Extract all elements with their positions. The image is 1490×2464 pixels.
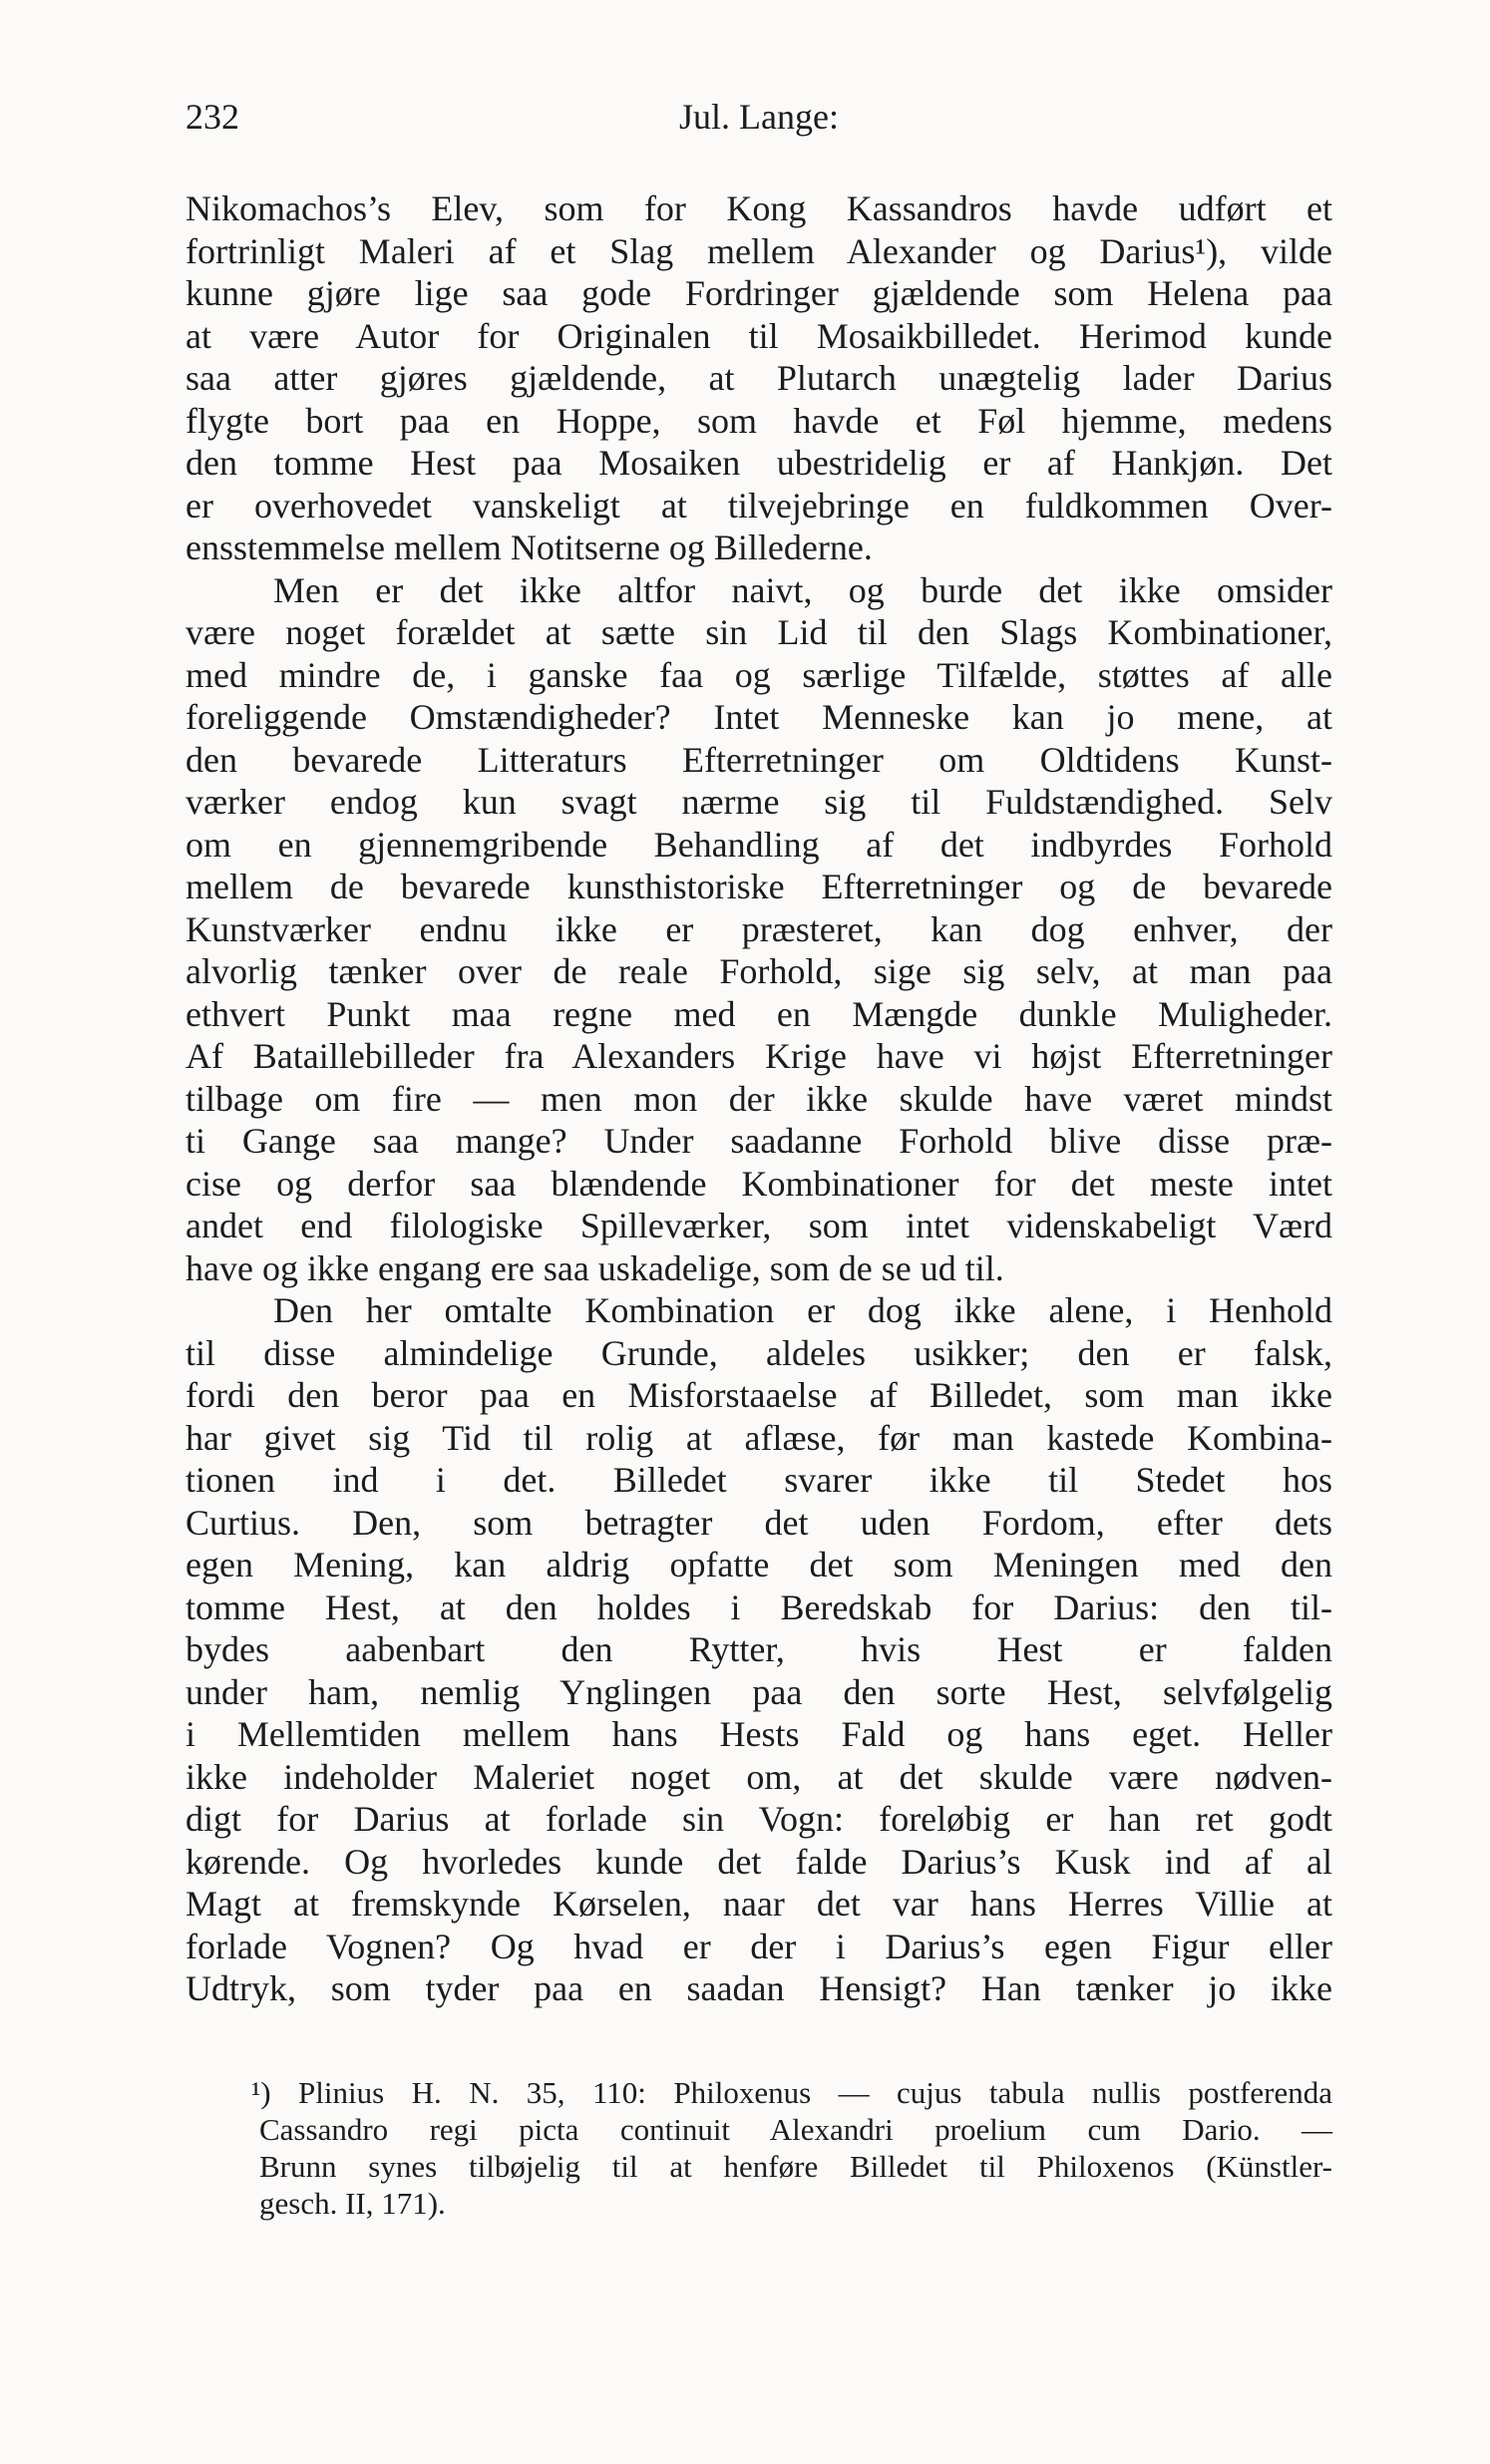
- footnotes: [186, 2074, 1332, 2222]
- text-line: i Mellemtiden mellem hans Hests Fald og hans eget. Heller: [186, 1714, 1332, 1754]
- text-line: Curtius. Den, som betragter det uden Fordom, efter dets: [186, 1502, 1332, 1543]
- text-line: Kunstværker endnu ikke er præsteret, kan dog enhver, der: [186, 908, 1332, 949]
- text-line: foreliggende Omstændigheder? Intet Menneske kan jo mene, at: [186, 697, 1332, 737]
- text-line: andet end filologiske Spilleværker, som intet videnskabeligt Værd: [186, 1206, 1332, 1245]
- footnote-line: ¹) Plinius H. N. 35, 110: Philoxenus — cujus tabula nullis postferenda: [251, 2075, 1332, 2110]
- page-number: 232: [186, 97, 239, 137]
- text-line: tilbage om fire — men mon der ikke skulde have været mindst: [186, 1078, 1332, 1119]
- text-line: den tomme Hest paa Mosaiken ubestridelig er af Hankjøn. Det: [186, 443, 1332, 483]
- text-line: til disse almindelige Grunde, aldeles usikker; den er falsk,: [186, 1332, 1332, 1373]
- text-line: under ham, nemlig Ynglingen paa den sorte Hest, selvfølgelig: [186, 1671, 1332, 1712]
- text-line: er overhovedet vanskeligt at tilvejebringe en fuldkommen Over-: [186, 485, 1332, 526]
- text-line: cise og derfor saa blændende Kombinationer for det meste intet: [186, 1163, 1332, 1204]
- text-line: saa atter gjøres gjældende, at Plutarch unægtelig lader Darius: [186, 358, 1332, 398]
- text-line: tionen ind i det. Billedet svarer ikke til Stedet hos: [186, 1460, 1332, 1500]
- text-line: har givet sig Tid til rolig at aflæse, før man kastede Kombina-: [186, 1417, 1332, 1458]
- text-line: Den her omtalte Kombination er dog ikke alene, i Henhold: [273, 1290, 1332, 1330]
- text-line: Udtryk, som tyder paa en saadan Hensigt? Han tænker jo ikke: [186, 1968, 1332, 2008]
- text-line: den bevarede Litteraturs Efterretninger om Oldtidens Kunst-: [186, 739, 1332, 780]
- text-line: ethvert Punkt maa regne med en Mængde dunkle Muligheder.: [186, 993, 1332, 1034]
- text-line: om en gjennemgribende Behandling af det indbyrdes Forhold: [186, 824, 1332, 865]
- text-line: med mindre de, i ganske faa og særlige Tilfælde, støttes af alle: [186, 654, 1332, 695]
- text-line: at være Autor for Originalen til Mosaikbilledet. Herimod kunde: [186, 315, 1332, 356]
- text-line: digt for Darius at forlade sin Vogn: foreløbig er han ret godt: [186, 1799, 1332, 1839]
- footnote-line: Brunn synes tilbøjelig til at henføre Billedet til Philoxenos (Künstler-: [259, 2149, 1332, 2184]
- text-line: kørende. Og hvorledes kunde det falde Darius’s Kusk ind af al: [186, 1841, 1332, 1882]
- text-line: Af Bataillebilleder fra Alexanders Krige have vi højst Efterretninger: [186, 1036, 1332, 1076]
- footnote-line: gesch. II, 171).: [259, 2186, 446, 2221]
- text-line: alvorlig tænker over de reale Forhold, sige sig selv, at man paa: [186, 951, 1332, 991]
- text-line: Nikomachos’s Elev, som for Kong Kassandros havde udført et: [186, 188, 1332, 228]
- page-header: [186, 96, 1332, 152]
- text-line: kunne gjøre lige saa gode Fordringer gjældende som Helena paa: [186, 273, 1332, 313]
- text-line: fordi den beror paa en Misforstaaelse af Billedet, som man ikke: [186, 1375, 1332, 1415]
- text-line: forlade Vognen? Og hvad er der i Darius’s egen Figur eller: [186, 1926, 1332, 1966]
- text-line: ti Gange saa mange? Under saadanne Forhold blive disse præ-: [186, 1121, 1332, 1161]
- text-line: være noget forældet at sætte sin Lid til den Slags Kombinationer,: [186, 612, 1332, 652]
- text-line: have og ikke engang ere saa uskadelige, som de se ud til.: [186, 1247, 1004, 1288]
- footnote-line: Cassandro regi picta continuit Alexandri proelium cum Dario. —: [259, 2112, 1332, 2147]
- text-line: tomme Hest, at den holdes i Beredskab for Darius: den til-: [186, 1586, 1332, 1627]
- text-line: værker endog kun svagt nærme sig til Fuldstændighed. Selv: [186, 782, 1332, 822]
- text-line: fortrinligt Maleri af et Slag mellem Alexander og Darius¹), vilde: [186, 230, 1332, 271]
- text-line: Magt at fremskynde Kørselen, naar det var hans Herres Villie at: [186, 1884, 1332, 1924]
- text-line: flygte bort paa en Hoppe, som havde et Føl hjemme, medens: [186, 400, 1332, 441]
- body-text: [186, 187, 1332, 2010]
- text-line: ensstemmelse mellem Notitserne og Billederne.: [186, 528, 873, 567]
- text-line: mellem de bevarede kunsthistoriske Efterretninger og de bevarede: [186, 867, 1332, 906]
- text-line: ikke indeholder Maleriet noget om, at det skulde være nødven-: [186, 1756, 1332, 1797]
- text-line: bydes aabenbart den Rytter, hvis Hest er falden: [186, 1629, 1332, 1669]
- text-line: Men er det ikke altfor naivt, og burde det ikke omsider: [273, 569, 1332, 610]
- running-head: Jul. Lange:: [679, 97, 839, 137]
- text-line: egen Mening, kan aldrig opfatte det som Meningen med den: [186, 1545, 1332, 1584]
